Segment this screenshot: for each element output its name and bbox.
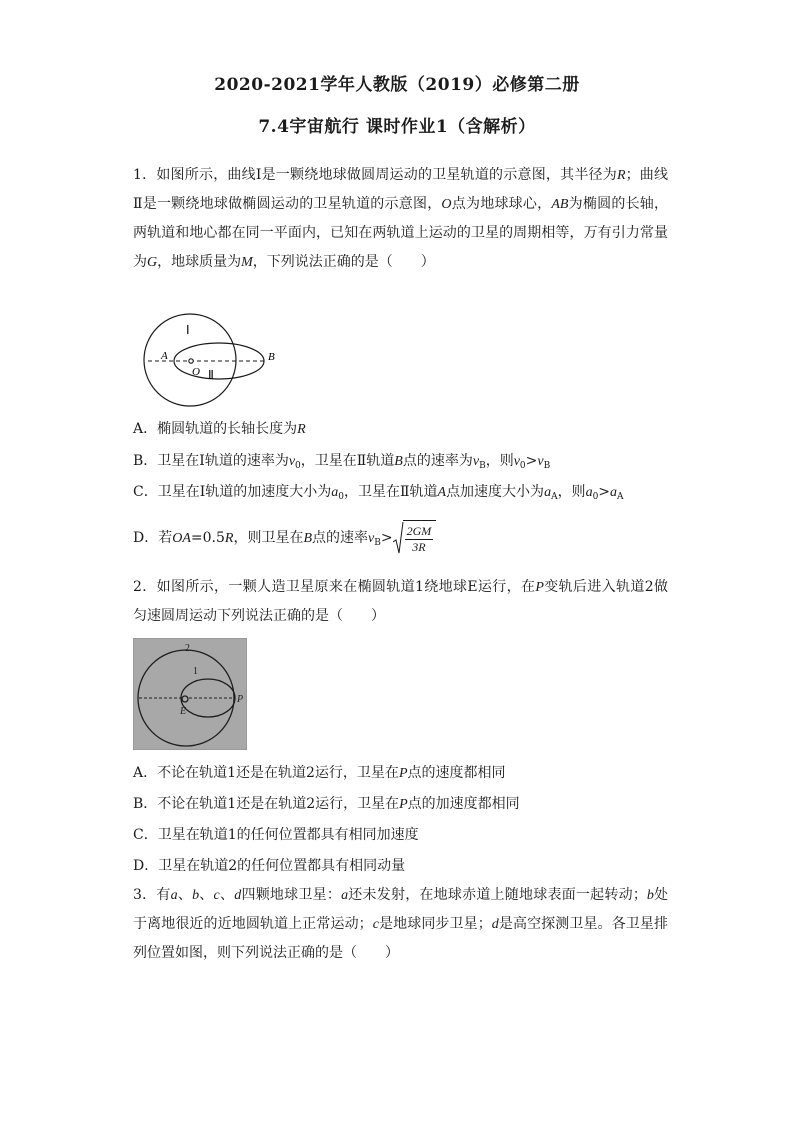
question-1-stem: 1．如图所示，曲线Ⅰ是一颗绕地球做圆周运动的卫星轨道的示意图，其半径为R；曲线Ⅱ是一颗绕地球做椭圆运动的卫星轨道的示意图，O点为地球球心，AB为椭圆的长轴，两轨道和地心都在同一平面内，已知在两轨道上运动的卫星的周期相等，万有引力常量为G，地球质量为M，下列说法正确的是（ ） [133, 167, 669, 270]
q1-option-a[interactable]: A．椭圆轨道的长轴长度为R [133, 421, 306, 437]
q2-option-c[interactable]: C．卫星在轨道1的任何位置都具有相同加速度 [133, 827, 419, 843]
label-A: A [161, 350, 168, 362]
earth-center-dot [189, 359, 193, 363]
label-I: Ⅰ [186, 323, 190, 337]
fraction: $\frac{2GM}{3R}$ [406, 523, 432, 554]
photo-background [133, 638, 247, 750]
label-II: Ⅱ [208, 368, 214, 382]
question-1-orbit-figure [140, 312, 290, 412]
question-3-stem: 3．有a、b、c、d四颗地球卫星：a还未发射，在地球赤道上随地球表面一起转动；b处于离地很近的近地圆轨道上正常运动；c是地球同步卫星；d是高空探测卫星。各卫星排列位置如图，则下列说法正确的是（ ） [133, 887, 669, 961]
q2-option-b[interactable]: B．不论在轨道1还是在轨道2运行，卫星在P点的加速度都相同 [133, 796, 520, 812]
label-B: B [268, 351, 275, 363]
doc-title-line1: 2020-2021学年人教版（2019）必修第二册 [214, 75, 580, 95]
label-E: E [180, 706, 187, 717]
doc-title-line2: 7.4宇宙航行 课时作业1（含解析） [258, 117, 536, 137]
label-1: 1 [193, 666, 198, 677]
sqrt-expression [393, 520, 437, 556]
q2-option-d[interactable]: D．卫星在轨道2的任何位置都具有相同动量 [133, 858, 406, 874]
q1-option-c[interactable]: C．卫星在Ⅰ轨道的加速度大小为$a_0$，卫星在Ⅱ轨道A点加速度大小为$a_A$，则$a_0>a_A$ [133, 484, 624, 502]
earth-E-dot [182, 696, 188, 702]
q1-option-b[interactable]: B．卫星在Ⅰ轨道的速率为$v_0$，卫星在Ⅱ轨道B点的速率为$v_B$，则$v_0>v_B$ [133, 453, 551, 471]
label-2: 2 [185, 643, 190, 654]
q1-option-d[interactable]: D．若OA=0.5R，则卫星在B点的速率$v_B>$ $\frac{2GM}{3R}$ [133, 520, 693, 556]
question-2-stem: 2．如图所示，一颗人造卫星原来在椭圆轨道1绕地球E运行，在P变轨后进入轨道2做匀速圆周运动下列说法正确的是（ ） [133, 579, 668, 624]
label-P: P [237, 694, 244, 705]
q2-option-a[interactable]: A．不论在轨道1还是在轨道2运行，卫星在P点的速度都相同 [133, 765, 506, 781]
label-O: O [192, 366, 200, 378]
question-2-orbit-photo [133, 638, 247, 750]
